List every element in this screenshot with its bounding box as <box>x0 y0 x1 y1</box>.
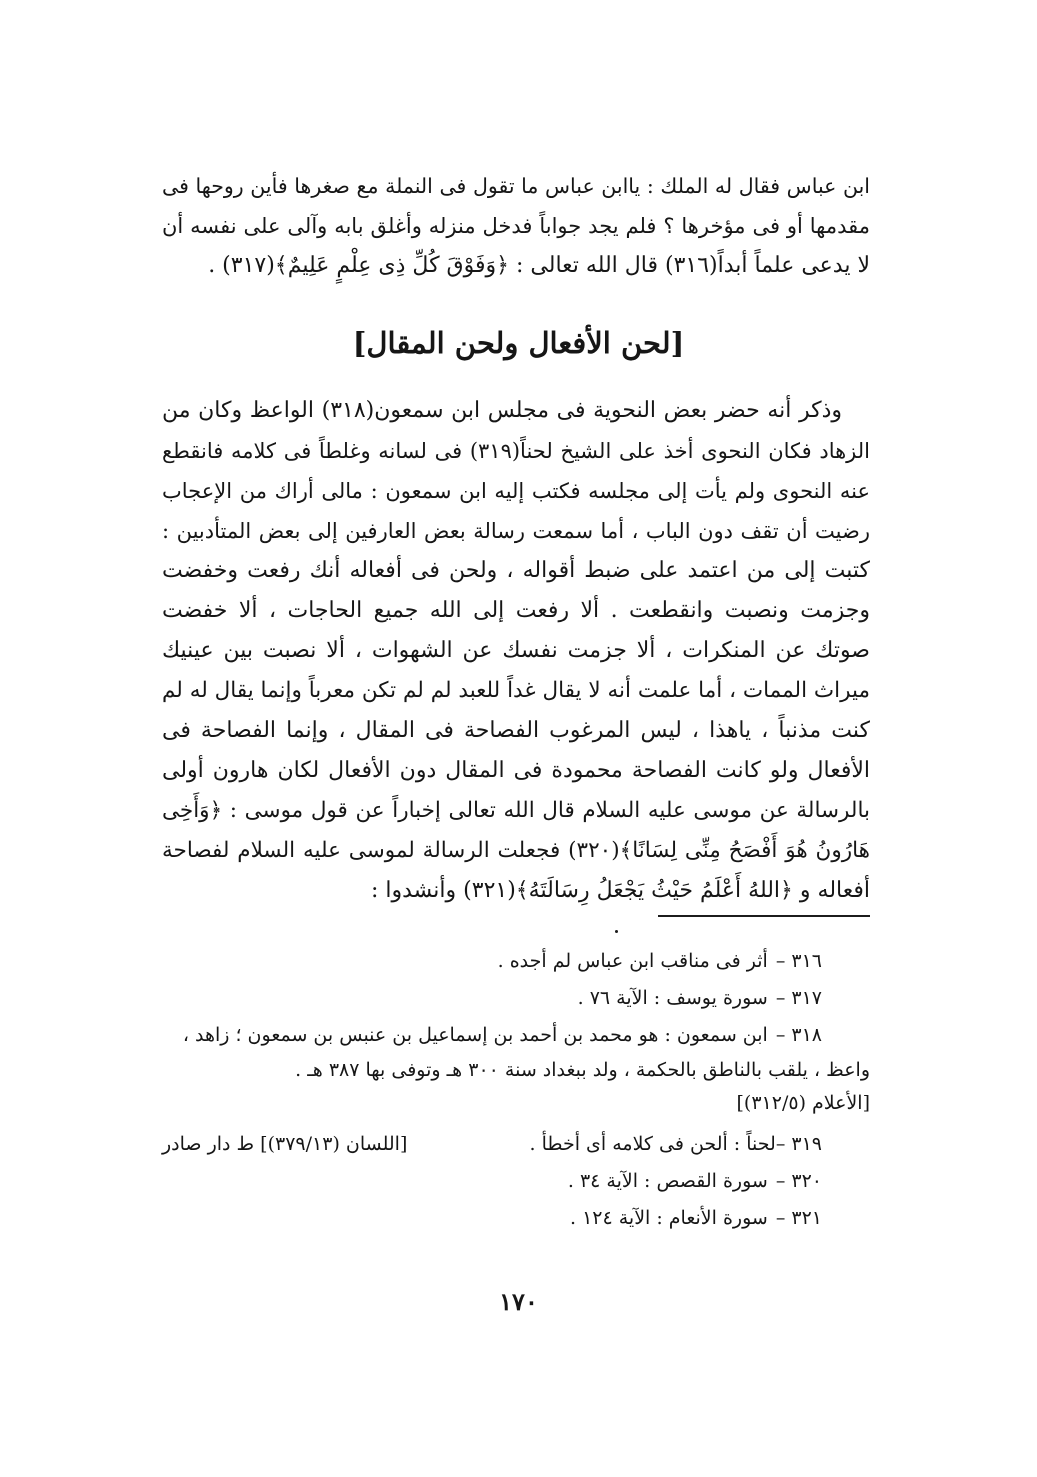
body-line-11: بالرسالة عن موسى عليه السلام قال الله تعالى إخباراً عن قول موسى : ﴿وَأَخِى <box>162 798 870 823</box>
stray-dot <box>615 930 618 933</box>
footnote-321 <box>162 1200 870 1237</box>
body-line-8: ميراث الممات ، أما علمت أنه لا يقال غداً للعبد لم لم تكن معرباً وإنما يقال له لم <box>162 678 870 703</box>
footnote-text: لحناً : ألحن فى كلامه أى أخطأ . <box>529 1133 776 1155</box>
section-heading: [لحن الأفعال ولحن المقال] <box>352 326 685 360</box>
body-line-6: وجزمت ونصبت وانقطعت . ألا رفعت إلى الله جميع الحاجات ، ألا خفضت <box>162 598 870 623</box>
intro-line-1: ابن عباس فقال له الملك : ياابن عباس ما تقول فى النملة مع صغرها فأين روحها فى <box>162 174 870 198</box>
body-line-9: كنت مذنباً ، ياهذا ، ليس المرغوب الفصاحة فى المقال ، وإنما الفصاحة فى <box>162 718 870 743</box>
footnote-317 <box>162 980 870 1017</box>
footnote-316 <box>162 943 870 980</box>
page-number: ١٧٠ <box>499 1287 538 1316</box>
footnote-text: أثر فى مناقب ابن عباس لم أجده . <box>497 950 768 972</box>
intro-paragraph <box>162 166 870 286</box>
main-paragraph <box>162 391 870 911</box>
footnote-number: ٣٢١ – <box>775 1207 822 1229</box>
footnote-320 <box>162 1163 870 1200</box>
body-line-1: وذكر أنه حضر بعض النحوية فى مجلس ابن سمعون(٣١٨) الواعظ وكان من <box>162 398 842 423</box>
footnote-number: ٣١٦ – <box>775 950 822 972</box>
intro-line-3: لا يدعى علماً أبداً(٣١٦) قال الله تعالى : ﴿وَفَوْقَ كُلِّ ذِى عِلْمٍ عَلِيمٌ﴾(٣١٧) . <box>208 253 870 278</box>
body-line-4: رضيت أن تقف دون الباب ، أما سمعت رسالة بعض العارفين إلى بعض المتأدبين : <box>162 519 870 543</box>
footnote-318 <box>162 1017 870 1054</box>
footnote-319-reference: [اللسان (٣٧٩/١٣)] ط دار صادر <box>162 1133 408 1155</box>
footnote-number: ٣١٩ – <box>775 1133 822 1155</box>
footnote-number: ٣١٨ – <box>775 1024 822 1046</box>
body-line-10: الأفعال ولو كانت الفصاحة محمودة فى المقال دون الأفعال لكان هارون أولى <box>162 758 870 783</box>
footnote-text: سورة يوسف : الآية ٧٦ . <box>577 987 768 1009</box>
body-line-5: كتبت إلى من اعتمد على ضبط أقواله ، ولحن فى أفعاله أنك رفعت وخفضت <box>162 558 870 583</box>
body-line-3: عنه النحوى ولم يأت إلى مجلسه فكتب إليه ابن سمعون : مالى أراك من الإعجاب <box>162 479 870 503</box>
footnote-318-continuation: واعظ ، يلقب بالناطق بالحكمة ، ولد ببغداد سنة ٣٠٠ هـ وتوفى بها ٣٨٧ هـ . <box>295 1059 870 1081</box>
footnote-text: سورة الأنعام : الآية ١٢٤ . <box>569 1207 768 1229</box>
footnote-number: ٣٢٠ – <box>775 1170 822 1192</box>
intro-line-2: مقدمها أو فى مؤخرها ؟ فلم يجد جواباً فدخل منزله وأغلق بابه وآلى على نفسه أن <box>162 214 870 238</box>
body-line-13: أفعاله و ﴿اللهُ أَعْلَمُ حَيْثُ يَجْعَلُ رِسَالَتَهُ﴾(٣٢١) وأنشدوا : <box>370 878 870 903</box>
footnote-319 <box>162 1126 870 1163</box>
footnote-text: سورة القصص : الآية ٣٤ . <box>567 1170 768 1192</box>
footnote-318-reference: [الأعلام (٣١٢/٥)] <box>736 1092 870 1114</box>
footnote-319-main <box>530 1126 822 1163</box>
footnote-text: ابن سمعون : هو محمد بن أحمد بن إسماعيل بن عنبس بن سمعون ؛ زاهد ، <box>182 1024 768 1046</box>
footnote-number: ٣١٧ – <box>775 987 822 1009</box>
body-line-12: هَارُونُ هُوَ أَفْصَحُ مِنِّى لِسَانًا﴾(٣٢٠) فجعلت الرسالة لموسى عليه السلام لفصاحة <box>162 838 870 863</box>
body-line-7: صوتك عن المنكرات ، ألا جزمت نفسك عن الشهوات ، ألا نصبت بين عينيك <box>162 638 870 663</box>
body-line-2: الزهاد فكان النحوى أخذ على الشيخ لحناً(٣١٩) فى لسانه وغلطاً فى كلامه فانقطع <box>162 439 870 463</box>
footnote-separator <box>658 915 870 917</box>
footnotes <box>162 943 870 1237</box>
